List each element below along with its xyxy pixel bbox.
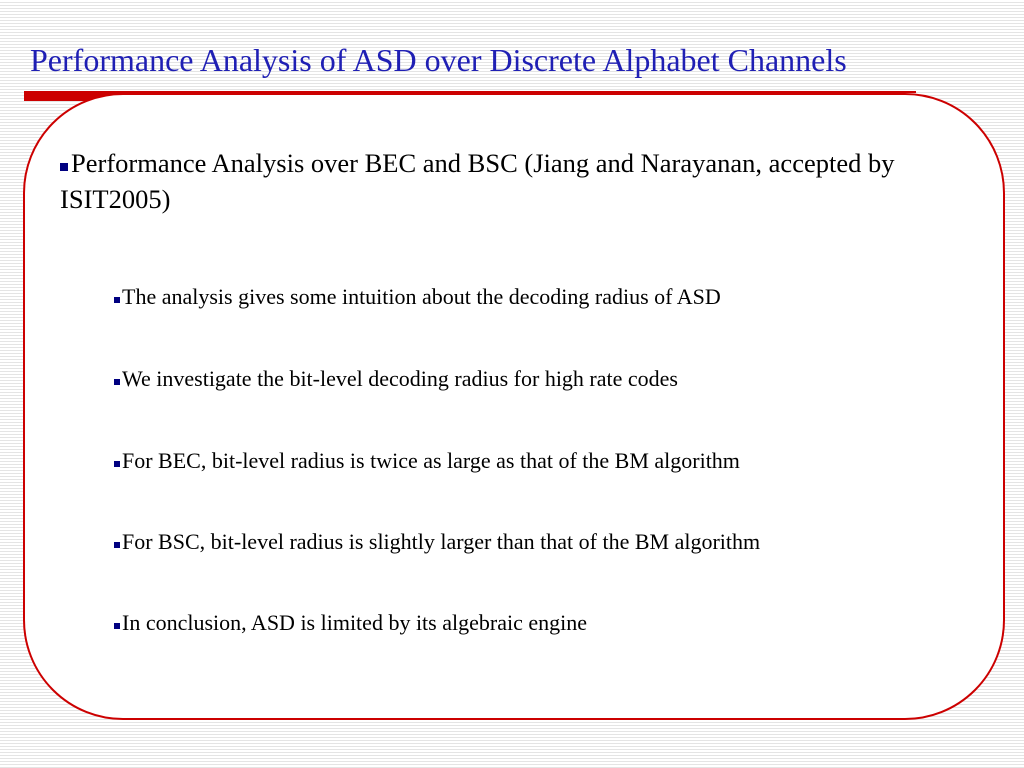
square-bullet-icon: [114, 461, 120, 467]
sub-bullet-item: [114, 368, 678, 390]
sub-bullet-text: For BSC, bit-level radius is slightly larger than that of the BM algorithm: [122, 529, 761, 554]
slide-title: Performance Analysis of ASD over Discrete Alphabet Channels: [30, 42, 847, 78]
sub-bullet-item: [114, 531, 760, 553]
main-bullet: [60, 146, 980, 218]
sub-bullet-text: The analysis gives some intuition about the decoding radius of ASD: [122, 284, 721, 309]
square-bullet-icon: [114, 542, 120, 548]
square-bullet-icon: [114, 623, 120, 629]
square-bullet-icon: [114, 379, 120, 385]
square-bullet-icon: [60, 163, 68, 171]
sub-bullet-text: We investigate the bit-level decoding radius for high rate codes: [122, 366, 678, 391]
sub-bullet-item: [114, 450, 740, 472]
sub-bullet-item: [114, 612, 587, 634]
sub-bullet-text: In conclusion, ASD is limited by its algebraic engine: [122, 610, 587, 635]
square-bullet-icon: [114, 297, 120, 303]
main-bullet-text: Performance Analysis over BEC and BSC (Jiang and Narayanan, accepted by ISIT2005): [60, 148, 895, 214]
sub-bullet-text: For BEC, bit-level radius is twice as large as that of the BM algorithm: [122, 448, 740, 473]
sub-bullet-item: [114, 286, 721, 308]
